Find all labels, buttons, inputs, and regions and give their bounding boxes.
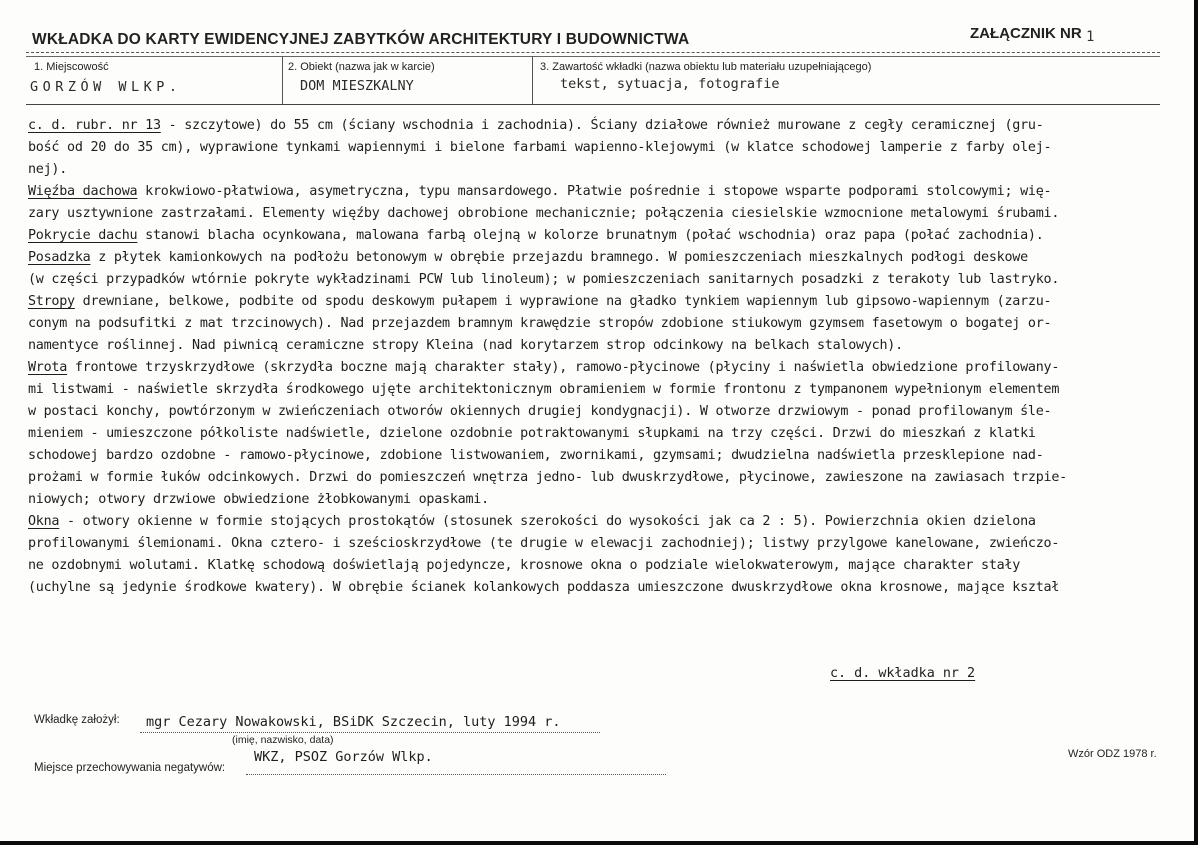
text-content: mi listwami - naświetle skrzydła środkowego ujęte architektonicznym obramieniem w formie frontonu z tympanonem wypełnionym elementem bbox=[28, 382, 1060, 397]
description-text bbox=[28, 115, 1198, 599]
prepared-by-dotted-line bbox=[140, 732, 600, 733]
text-content: ne ozdobnymi wolutami. Klatkę schodową doświetlają pojedyncze, krosnowe okna o podziale wielokwaterowym, mające charakter stały bbox=[28, 558, 1021, 573]
header-separator bbox=[532, 56, 533, 104]
text-content: (uchylne są jedynie środkowe kwatery). W obrębie ścianek kolankowych poddasza umieszczone dwuskrzydłowe okna krosnowe, mające kształ bbox=[28, 580, 1060, 595]
section-heading: Stropy bbox=[28, 294, 75, 309]
top-rule bbox=[26, 52, 1160, 53]
section-heading: c. d. rubr. nr 13 bbox=[28, 118, 161, 133]
locality-label: 1. Miejscowość bbox=[34, 61, 109, 73]
text-line bbox=[28, 489, 1198, 511]
text-line bbox=[28, 181, 1198, 203]
text-content: - otwory okienne w formie stojących prostokątów (stosunek szerokości do wysokości jak ca 2 : 5). Powierzchnia okien dzielona bbox=[59, 514, 1036, 529]
text-content: - szczytowe) do 55 cm (ściany wschodnia i zachodnia). Ściany działowe również murowane z cegły ceramicznej (gru- bbox=[160, 118, 1044, 133]
contents-label: 3. Zawartość wkładki (nazwa obiektu lub materiału uzupełniającego) bbox=[540, 61, 872, 73]
prepared-by-label: Wkładkę założył: bbox=[34, 714, 120, 726]
prepared-by-value: mgr Cezary Nowakowski, BSiDK Szczecin, luty 1994 r. bbox=[146, 714, 561, 730]
section-heading: Posadzka bbox=[28, 250, 91, 265]
text-content: drewniane, belkowe, podbite od spodu deskowym pułapem i wyprawione na gładko tynkiem wapiennym lub gipsowo-wapiennym (zarzu- bbox=[74, 294, 1052, 309]
text-content: prożami w formie łuków odcinkowych. Drzwi do pomieszczeń wnętrza jedno- lub dwuskrzydłowe, płycinowe, zawieszone na zawiasach trzpie- bbox=[28, 470, 1067, 485]
text-line bbox=[28, 357, 1198, 379]
text-content: namentyce roślinnej. Nad piwnicą ceramiczne stropy Kleina (nad korytarzem strop odcinkowy na belkach stalowych). bbox=[28, 338, 903, 353]
text-content: profilowanymi ślemionami. Okna cztero- i sześcioskrzydłowe (te drugie w elewacji zachodniej); listwy przylgowe kanelowane, zwieńczo- bbox=[28, 536, 1060, 551]
section-heading: Wrota bbox=[28, 360, 68, 375]
text-line bbox=[28, 137, 1198, 159]
object-value: DOM MIESZKALNY bbox=[300, 78, 414, 94]
text-line bbox=[28, 247, 1198, 269]
header-bottom-rule bbox=[26, 104, 1160, 105]
section-heading: Okna bbox=[28, 514, 60, 529]
appendix-label: ZAŁĄCZNIK NR bbox=[970, 25, 1082, 42]
form-model-note: Wzór ODZ 1978 r. bbox=[1068, 748, 1157, 760]
text-line bbox=[28, 335, 1198, 357]
text-line bbox=[28, 555, 1198, 577]
header-separator bbox=[282, 56, 283, 104]
appendix-number: 1 bbox=[1086, 29, 1095, 45]
top-rule-solid bbox=[26, 56, 1160, 57]
negatives-location-label: Miejsce przechowywania negatywów: bbox=[34, 762, 226, 774]
text-line bbox=[28, 401, 1198, 423]
text-content: nej). bbox=[28, 162, 68, 177]
text-line bbox=[28, 291, 1198, 313]
negatives-dotted-line bbox=[246, 774, 666, 775]
text-content: z płytek kamionkowych na podłożu betonowym w obrębie przejazdu bramnego. W pomieszczeniach mieszkalnych podłogi deskowe bbox=[90, 250, 1028, 265]
text-line bbox=[28, 203, 1198, 225]
text-content: zary usztywnione zastrzałami. Elementy więźby dachowej obrobione mechanicznie; połączenia ciesielskie wzmocnione metalowymi śrubami. bbox=[28, 206, 1060, 221]
text-line bbox=[28, 115, 1198, 137]
text-content: krokwiowo-płatwiowa, asymetryczna, typu mansardowego. Płatwie pośrednie i stopowe wsparte podporami stolcowymi; wię- bbox=[137, 184, 1052, 199]
prepared-by-hint: (imię, nazwisko, data) bbox=[232, 734, 334, 746]
text-content: schodowej bardzo ozdobne - ramowo-płycinowe, zdobione listwowaniem, zwornikami, gzymsami; dwudzielna nadświetla przesklepione nad- bbox=[28, 448, 1044, 463]
text-line bbox=[28, 511, 1198, 533]
text-line bbox=[28, 159, 1198, 181]
text-content: w postaci konchy, powtórzonym w zwieńczeniach otworów okiennych drugiej kondygnacji). W otworze drzwiowym - ponad profilowanym śle- bbox=[28, 404, 1052, 419]
text-line bbox=[28, 313, 1198, 335]
text-content: niowych; otwory drzwiowe obwiedzione żłobkowanymi opaskami. bbox=[28, 492, 489, 507]
text-line bbox=[28, 423, 1198, 445]
text-line bbox=[28, 379, 1198, 401]
negatives-location-value: WKZ, PSOZ Gorzów Wlkp. bbox=[254, 749, 433, 765]
section-heading: Więźba dachowa bbox=[28, 184, 138, 199]
object-label: 2. Obiekt (nazwa jak w karcie) bbox=[288, 61, 435, 73]
text-line bbox=[28, 467, 1198, 489]
text-line bbox=[28, 269, 1198, 291]
text-line bbox=[28, 577, 1198, 599]
text-content: mieniem - umieszczone półkoliste nadświetle, dzielone ozdobnie potraktowanymi słupkami na trzy części. Drzwi do mieszkań z klatki bbox=[28, 426, 1036, 441]
text-content: frontowe trzyskrzydłowe (skrzydła boczne mają charakter stały), ramowo-płycinowe (płyciny i naświetla obwiedzione profilowany- bbox=[67, 360, 1060, 375]
locality-value: GORZÓW WLKP. bbox=[30, 79, 182, 95]
text-content: bość od 20 do 35 cm), wyprawione tynkami wapiennymi i bielone farbami wapienno-klejowymi (w klatce schodowej lamperie z farby olej- bbox=[28, 140, 1052, 155]
contents-value: tekst, sytuacja, fotografie bbox=[560, 76, 780, 92]
form-title: WKŁADKA DO KARTY EWIDENCYJNEJ ZABYTKÓW ARCHITEKTURY I BUDOWNICTWA bbox=[32, 31, 690, 48]
text-line bbox=[28, 445, 1198, 467]
text-content: stanowi blacha ocynkowana, malowana farbą olejną w kolorze brunatnym (połać wschodnia) oraz papa (połać zachodnia). bbox=[137, 228, 1044, 243]
text-content: conym na podsufitki z mat trzcinowych). Nad przejazdem bramnym krawędzie stropów zdobione stiukowym gzymsem fasetowym o bogatej or- bbox=[28, 316, 1052, 331]
text-line bbox=[28, 225, 1198, 247]
continuation-note: c. d. wkładka nr 2 bbox=[830, 666, 976, 681]
text-line bbox=[28, 533, 1198, 555]
section-heading: Pokrycie dachu bbox=[28, 228, 138, 243]
text-content: (w części przypadków wtórnie pokryte wykładzinami PCW lub linoleum); w pomieszczeniach sanitarnych posadzki z terakoty lub lastryko. bbox=[28, 272, 1060, 287]
